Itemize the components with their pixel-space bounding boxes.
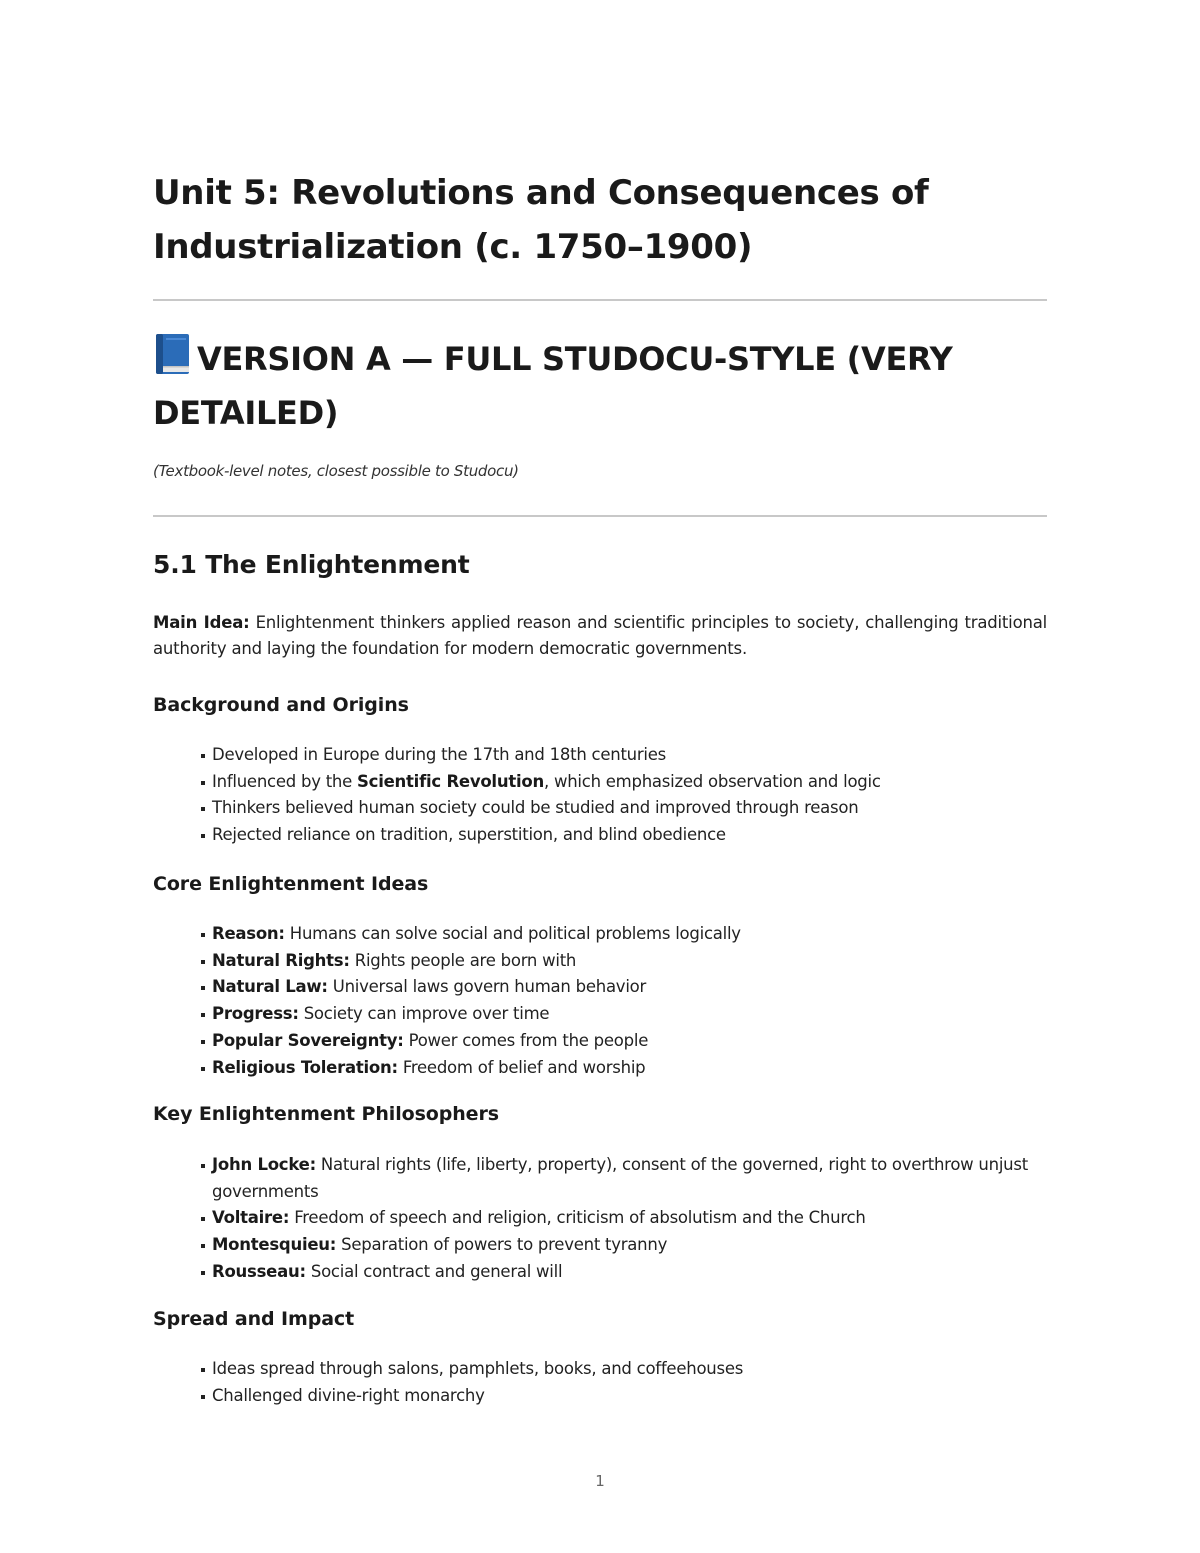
list-item: Influenced by the Scientific Revolution, which emphasized observation and logic: [201, 769, 1047, 796]
list-item: Natural Law: Universal laws govern human behavior: [201, 974, 1047, 1001]
main-idea-text: Enlightenment thinkers applied reason and scientific principles to society, challenging traditional authority and laying the foundation for modern democratic governments.: [153, 613, 1048, 658]
list-item: Montesquieu: Separation of powers to prevent tyranny: [201, 1232, 1047, 1259]
blue-book-icon: [153, 332, 191, 376]
list-item: Ideas spread through salons, pamphlets, books, and coffeehouses: [201, 1356, 1047, 1383]
divider: [153, 515, 1047, 517]
background-heading: Background and Origins: [153, 694, 409, 716]
list-item: Natural Rights: Rights people are born with: [201, 948, 1047, 975]
spread-heading: Spread and Impact: [153, 1308, 355, 1330]
list-item: Reason: Humans can solve social and political problems logically: [201, 921, 1047, 948]
section-title: 5.1 The Enlightenment: [153, 550, 470, 579]
list-item: Religious Toleration: Freedom of belief and worship: [201, 1055, 1047, 1082]
subtitle: (Textbook-level notes, closest possible to Studocu): [153, 462, 519, 480]
list-item: John Locke: Natural rights (life, liberty, property), consent of the governed, right to overthrow unjust governments: [201, 1152, 1047, 1205]
list-item: Rejected reliance on tradition, superstition, and blind obedience: [201, 822, 1047, 849]
list-item: Progress: Society can improve over time: [201, 1001, 1047, 1028]
document-page: [153, 0, 1047, 1553]
divider: [153, 299, 1047, 301]
list-item: Popular Sovereignty: Power comes from the people: [201, 1028, 1047, 1055]
version-heading: [153, 332, 1047, 440]
main-idea-label: Main Idea:: [153, 613, 250, 632]
background-list: [201, 742, 1047, 849]
spread-list: [201, 1356, 1047, 1409]
version-heading-line1: VERSION A — FULL STUDOCU-STYLE (VERY: [197, 340, 953, 378]
core-ideas-list: [201, 921, 1047, 1081]
version-heading-line2: DETAILED): [153, 394, 339, 432]
document-title-line1: Unit 5: Revolutions and Consequences of: [153, 173, 929, 213]
philosophers-list: [201, 1152, 1047, 1286]
document-title: [153, 166, 1047, 274]
philosophers-heading: Key Enlightenment Philosophers: [153, 1103, 499, 1125]
list-item: Rousseau: Social contract and general will: [201, 1259, 1047, 1286]
list-item: Voltaire: Freedom of speech and religion, criticism of absolutism and the Church: [201, 1205, 1047, 1232]
list-item: Developed in Europe during the 17th and 18th centuries: [201, 742, 1047, 769]
page-number: 1: [595, 1472, 605, 1490]
list-item: Thinkers believed human society could be studied and improved through reason: [201, 795, 1047, 822]
core-ideas-heading: Core Enlightenment Ideas: [153, 873, 429, 895]
document-title-line2: Industrialization (c. 1750–1900): [153, 227, 753, 267]
list-item: Challenged divine-right monarchy: [201, 1383, 1047, 1410]
main-idea-paragraph: [153, 610, 1047, 662]
